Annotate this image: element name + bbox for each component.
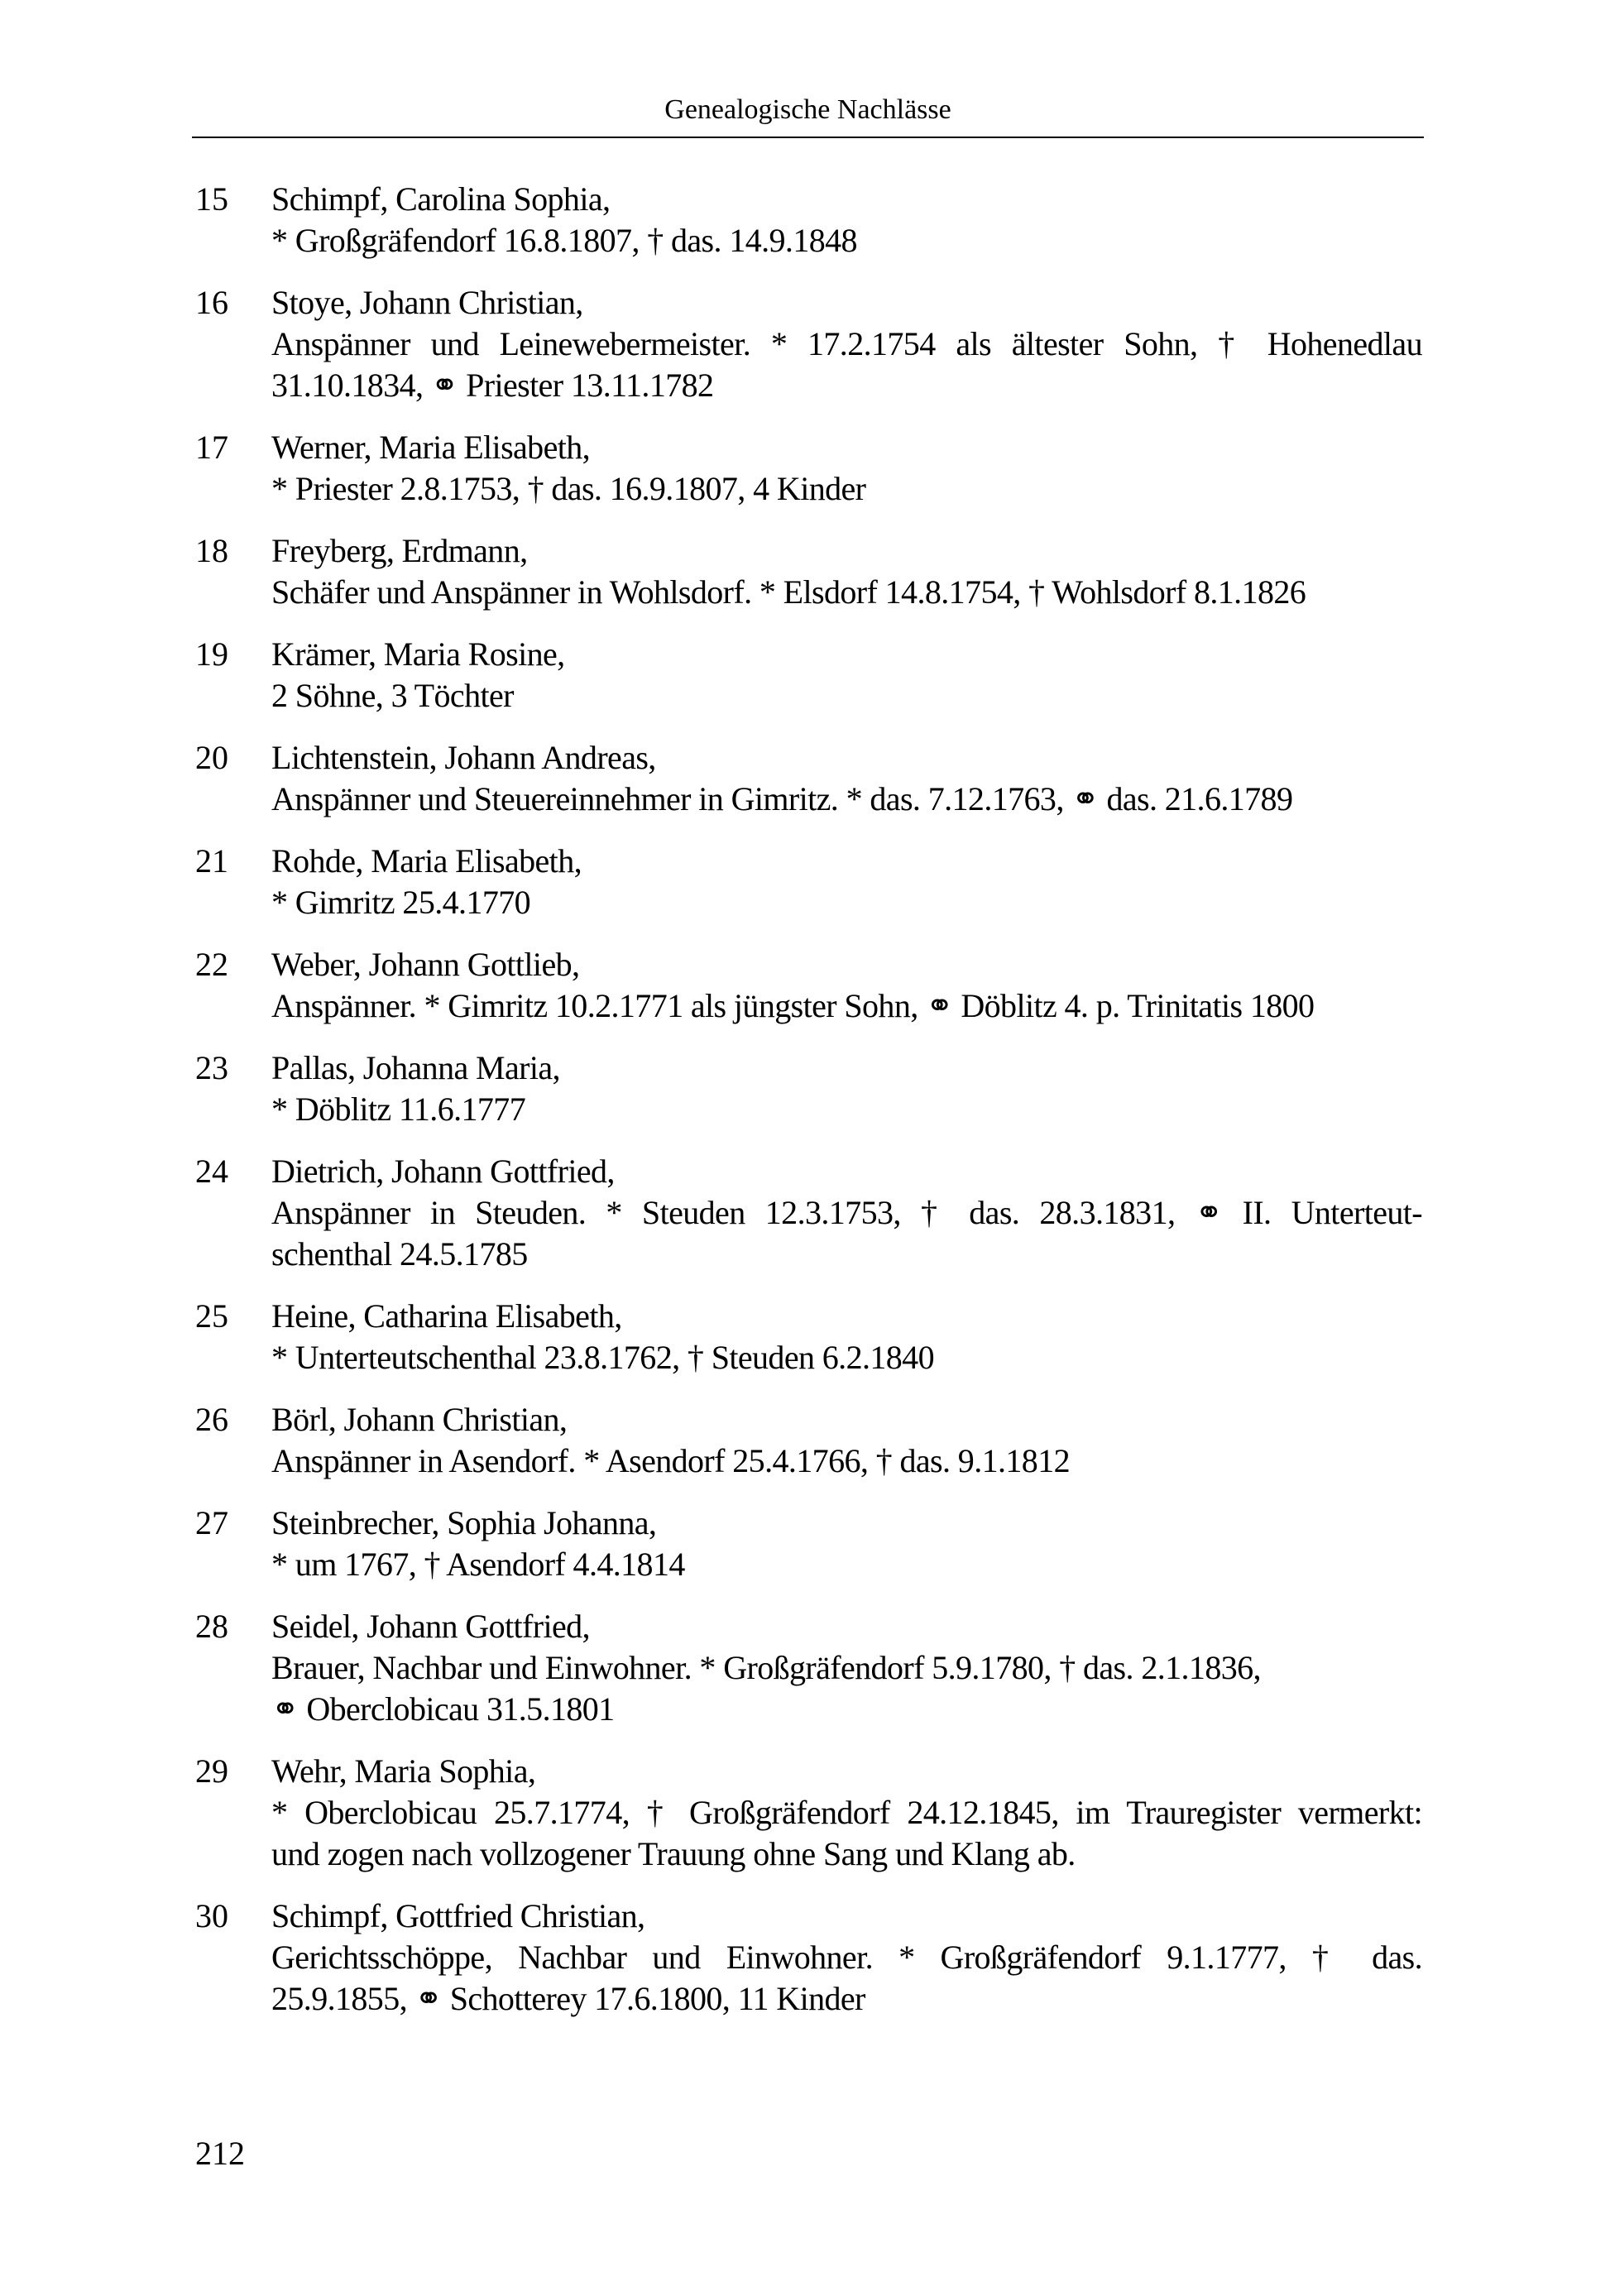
entry-detail-line: Brauer, Nachbar und Einwohner. * Großgräfendorf 5.9.1780, † das. 2.1.1836, (271, 1649, 1261, 1686)
entry-number: 22 (195, 946, 228, 983)
entry-detail-line: 25.9.1855, ⚭ Schotterey 17.6.1800, 11 Kinder (271, 1980, 865, 2017)
entry-number: 30 (195, 1897, 228, 1934)
genealogy-entry (192, 1896, 1424, 2020)
entry-detail-line: Anspänner. * Gimritz 10.2.1771 als jüngster Sohn, ⚭ Döblitz 4. p. Trinitatis 1800 (271, 987, 1315, 1024)
genealogy-entry (192, 944, 1424, 1027)
entry-body (271, 1896, 1424, 2020)
entry-body (271, 634, 1424, 717)
entry-detail-line: und zogen nach vollzogener Trauung ohne Sang und Klang ab. (271, 1835, 1076, 1872)
entry-body (271, 1296, 1424, 1378)
entry-name-line: Steinbrecher, Sophia Johanna, (271, 1504, 657, 1541)
entry-number: 24 (195, 1153, 228, 1190)
entry-detail-line: * um 1767, † Asendorf 4.4.1814 (271, 1546, 685, 1583)
genealogy-entry (192, 530, 1424, 613)
entry-body (271, 841, 1424, 923)
entry-name-line: Weber, Johann Gottlieb, (271, 946, 580, 983)
entry-number: 15 (195, 180, 228, 218)
genealogy-entry (192, 1751, 1424, 1875)
entry-name-line: Pallas, Johanna Maria, (271, 1049, 560, 1086)
entry-detail-line: Anspänner in Steuden. * Steuden 12.3.1753, † das. 28.3.1831, ⚭ II. Unterteut- (271, 1194, 1422, 1231)
entry-detail-line: ⚭ Oberclobicau 31.5.1801 (271, 1690, 615, 1728)
entry-name-line: Rohde, Maria Elisabeth, (271, 842, 582, 880)
entry-name-line: Seidel, Johann Gottfried, (271, 1608, 590, 1645)
entry-name-line: Schimpf, Carolina Sophia, (271, 180, 611, 218)
entry-name-line: Krämer, Maria Rosine, (271, 635, 565, 673)
entry-detail-line: * Gimritz 25.4.1770 (271, 884, 531, 921)
entry-number: 28 (195, 1608, 228, 1645)
entry-body (271, 1751, 1424, 1875)
entry-body (271, 530, 1424, 613)
entry-body (271, 737, 1424, 820)
entry-detail-line: Anspänner und Steuereinnehmer in Gimritz. * das. 7.12.1763, ⚭ das. 21.6.1789 (271, 780, 1293, 817)
entry-body (271, 1399, 1424, 1482)
entry-body (271, 427, 1424, 510)
entry-body (271, 1151, 1424, 1275)
entry-body (271, 1047, 1424, 1130)
entry-body (271, 282, 1424, 406)
entry-detail-line: * Döblitz 11.6.1777 (271, 1090, 526, 1128)
entry-detail-line: Gerichtsschöppe, Nachbar und Einwohner. * Großgräfendorf 9.1.1777, † das. (271, 1939, 1422, 1976)
genealogy-entry (192, 634, 1424, 717)
entry-body (271, 944, 1424, 1027)
entry-body (271, 179, 1424, 261)
genealogy-entry (192, 1151, 1424, 1275)
entry-detail-line: * Unterteutschenthal 23.8.1762, † Steuden 6.2.1840 (271, 1339, 934, 1376)
entry-detail-line: Anspänner und Leinewebermeister. * 17.2.1754 als ältester Sohn, † Hohenedlau (271, 325, 1422, 362)
genealogy-entry (192, 1296, 1424, 1378)
entry-name-line: Stoye, Johann Christian, (271, 284, 583, 321)
genealogy-entry (192, 737, 1424, 820)
genealogy-entry (192, 1606, 1424, 1730)
entry-number: 20 (195, 739, 228, 776)
entry-number: 25 (195, 1297, 228, 1335)
entry-number: 17 (195, 429, 228, 466)
entry-name-line: Werner, Maria Elisabeth, (271, 429, 591, 466)
genealogy-entry (192, 1503, 1424, 1585)
entry-number: 21 (195, 842, 228, 880)
entry-detail-line: * Großgräfendorf 16.8.1807, † das. 14.9.1848 (271, 222, 857, 259)
entry-number: 27 (195, 1504, 228, 1541)
entry-name-line: Heine, Catharina Elisabeth, (271, 1297, 622, 1335)
entry-body (271, 1503, 1424, 1585)
running-head-title: Genealogische Nachlässe (664, 94, 951, 125)
genealogy-entry (192, 427, 1424, 510)
entry-detail-line: Anspänner in Asendorf. * Asendorf 25.4.1766, † das. 9.1.1812 (271, 1442, 1070, 1479)
entry-name-line: Lichtenstein, Johann Andreas, (271, 739, 656, 776)
entry-body (271, 1606, 1424, 1730)
entry-name-line: Wehr, Maria Sophia, (271, 1752, 536, 1790)
entry-detail-line: * Oberclobicau 25.7.1774, † Großgräfendorf 24.12.1845, im Trauregister vermerkt: (271, 1794, 1422, 1831)
genealogy-entry (192, 179, 1424, 261)
entry-number: 26 (195, 1401, 228, 1438)
entry-number: 23 (195, 1049, 228, 1086)
entry-name-line: Börl, Johann Christian, (271, 1401, 568, 1438)
entry-detail-line: Schäfer und Anspänner in Wohlsdorf. * Elsdorf 14.8.1754, † Wohlsdorf 8.1.1826 (271, 573, 1306, 611)
entry-number: 19 (195, 635, 228, 673)
entry-number: 16 (195, 284, 228, 321)
entry-name-line: Schimpf, Gottfried Christian, (271, 1897, 645, 1934)
entry-number: 18 (195, 532, 228, 569)
entry-detail-line: schenthal 24.5.1785 (271, 1235, 528, 1273)
entry-detail-line: 31.10.1834, ⚭ Priester 13.11.1782 (271, 367, 714, 404)
header-rule-divider (192, 137, 1424, 138)
entry-name-line: Dietrich, Johann Gottfried, (271, 1153, 615, 1190)
genealogy-entry (192, 282, 1424, 406)
entry-name-line: Freyberg, Erdmann, (271, 532, 528, 569)
genealogy-entry (192, 1047, 1424, 1130)
genealogy-entry (192, 1399, 1424, 1482)
genealogy-entry (192, 841, 1424, 923)
genealogy-entry-list (192, 179, 1424, 2040)
page-number: 212 (195, 2135, 245, 2172)
entry-detail-line: * Priester 2.8.1753, † das. 16.9.1807, 4 Kinder (271, 470, 866, 507)
entry-number: 29 (195, 1752, 228, 1790)
entry-detail-line: 2 Söhne, 3 Töchter (271, 677, 514, 714)
